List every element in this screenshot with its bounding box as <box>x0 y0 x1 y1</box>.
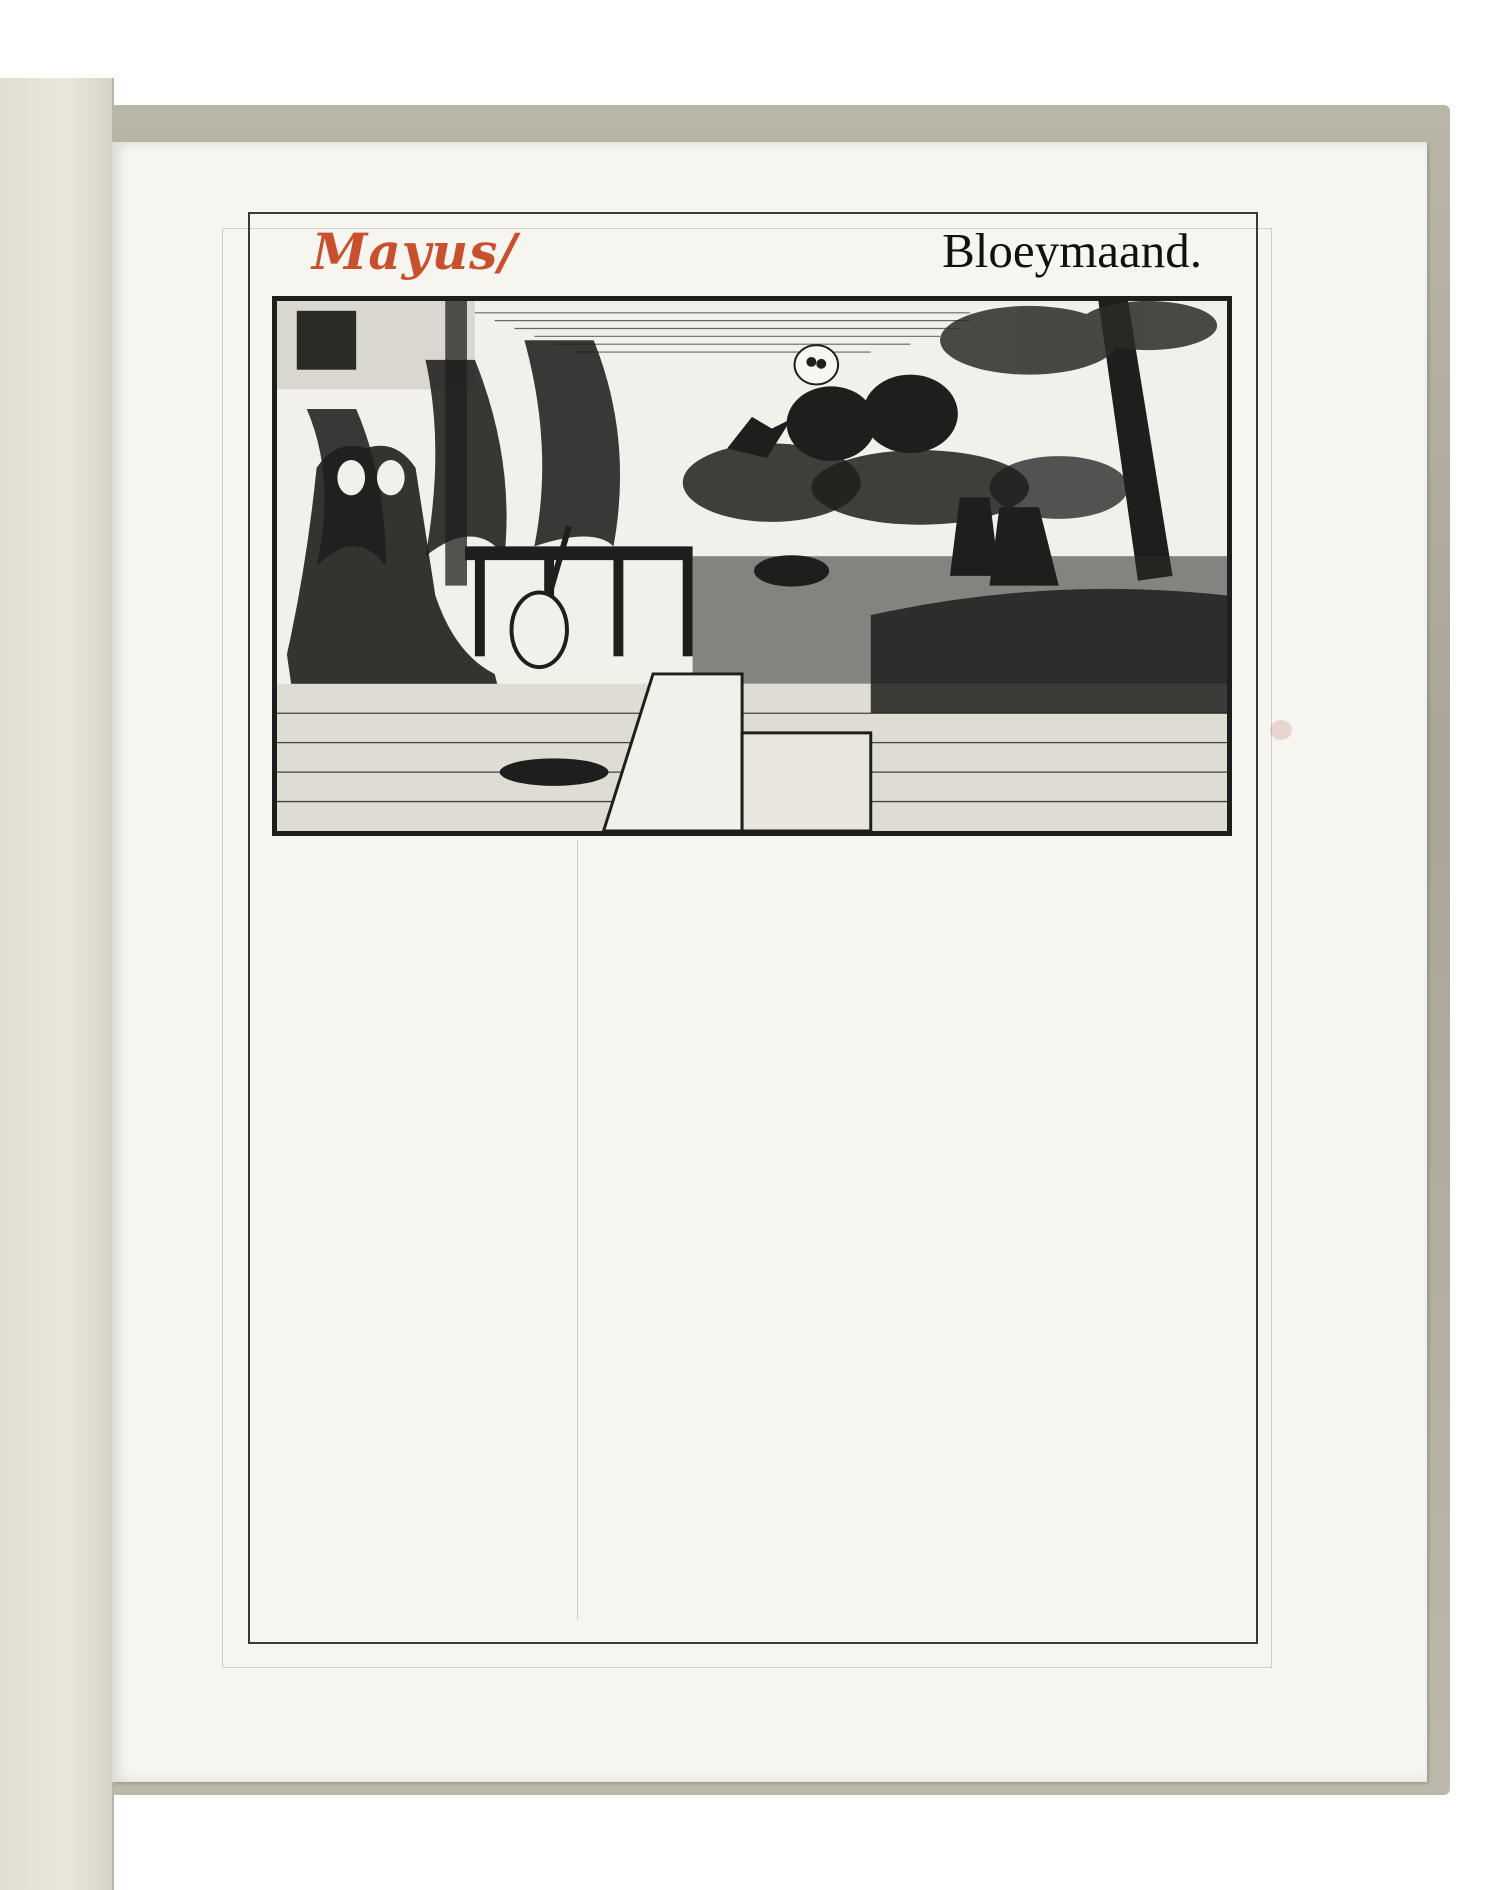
ink-stain <box>1270 720 1292 740</box>
lute-shape <box>512 593 567 668</box>
column-rule <box>577 840 578 1620</box>
woodcut-illustration <box>272 296 1232 836</box>
woodcut-svg <box>277 301 1227 831</box>
month-latin-heading: Mayus/ <box>312 222 518 281</box>
facing-page-left <box>0 78 114 1890</box>
month-dutch-heading: Bloeymaand. <box>942 223 1202 278</box>
zodiac-medallion <box>795 345 839 384</box>
